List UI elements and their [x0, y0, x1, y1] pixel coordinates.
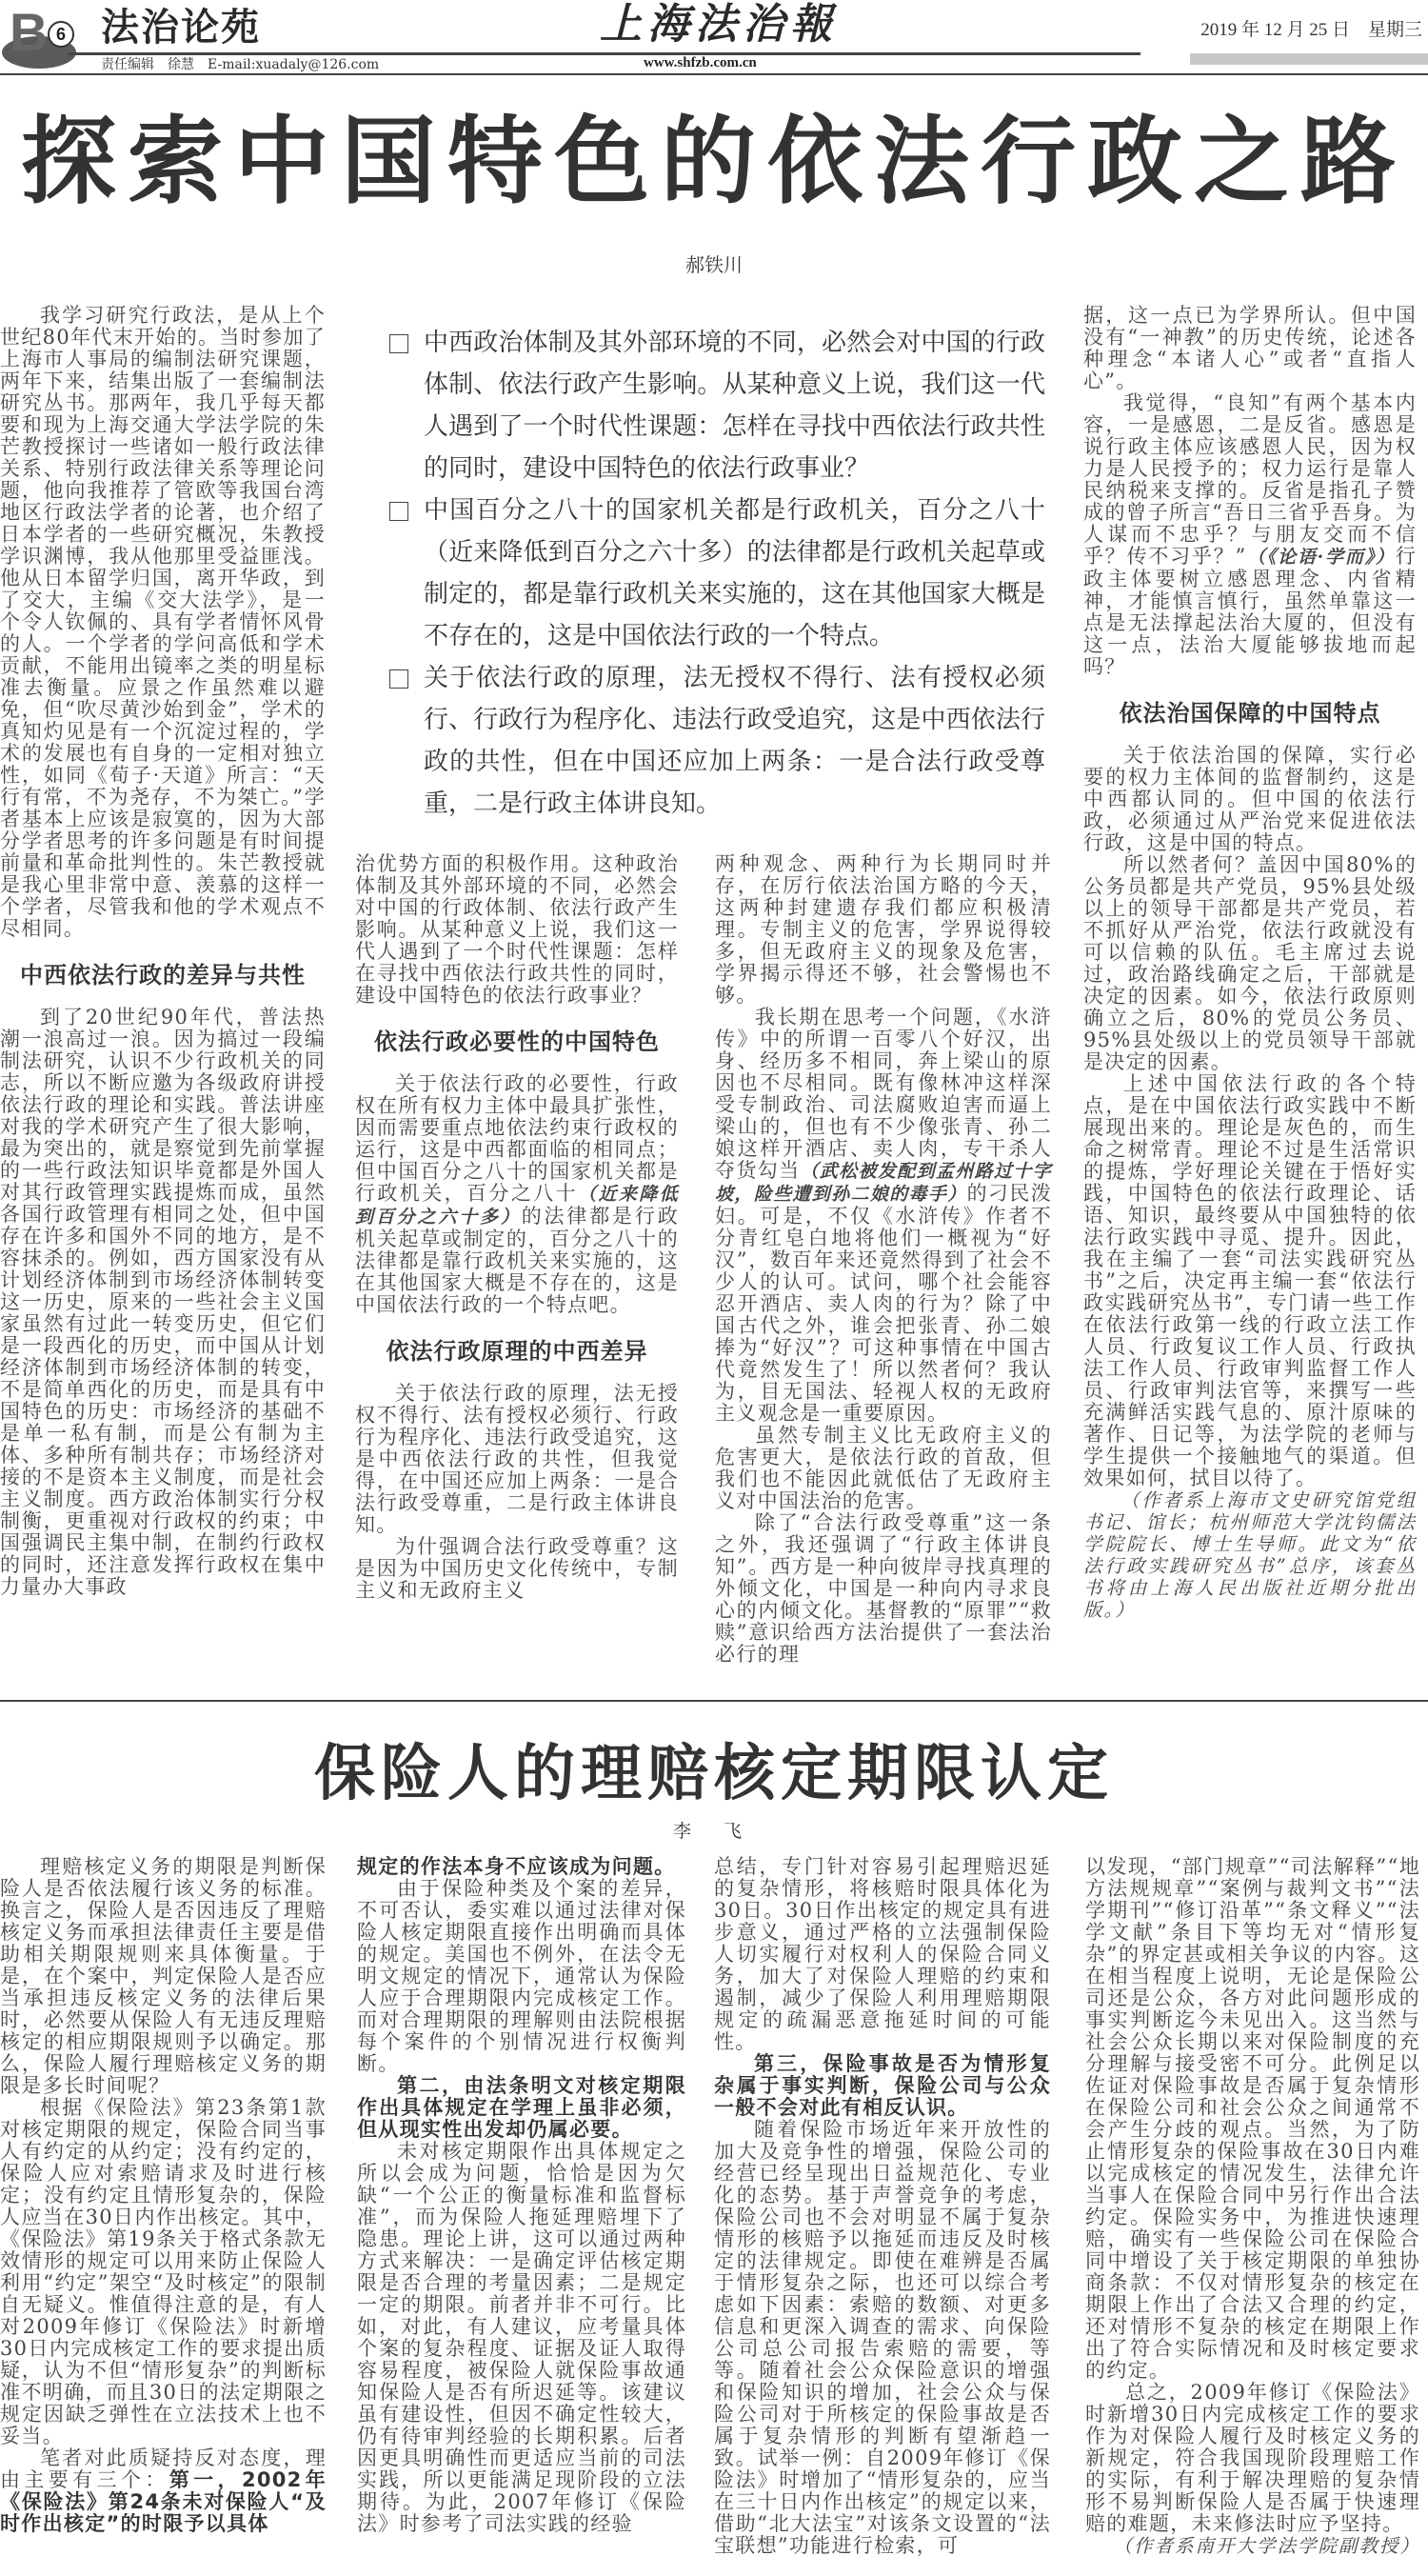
paragraph: 根据《保险法》第23条第1款对核定期限的规定，保险合同当事人有约定的从约定；没有约定的，保险人应对索赔请求及时进行核定；没有约定且情形复杂的，保险人应当在30日内作出核定。其中，《保险法》第19条关于格式条款无效情形的规定可以用来防止保险人利用“约定”架空“及时核定”的限制自无疑义。惟值得注意的是，有人对2009年修订《保险法》时新增30日内完成核定工作的要求提出质疑，认为不但“情形复杂”的判断标准不明确，而且30日的法定期限之规定因缺乏弹性在立法技术上也不妥当。: [0, 2096, 327, 2447]
paragraph: 未对核定期限作出具体规定之所以会成为问题，恰恰是因为欠缺“一个公正的衡量标准和监督标准”，而为保险人拖延理赔埋下了隐患。理论上讲，这可以通过两种方式来解决：一是确定评估核定期限是否合理的考量因素；二是规定一定的期限。前者并非不可行。比如，对此，有人建议，应考量具体个案的复杂程度、证据及证人取得容易程度，被保险人就保险事故通知保险人是否有所迟延等。该建议虽有建设性，但因不确定性较大，仍有待审判经验的长期积累。后者因更具明确性而更适应当前的司法实践，所以更能满足现阶段的立法期待。为此，2007年修订《保险法》时参考了司法实践的经验: [357, 2140, 686, 2535]
pull-quote-text: 中西政治体制及其外部环境的不同，必然会对中国的行政体制、依法行政产生影响。从某种意义上说，我们这一代人遇到了一个时代性课题：怎样在寻找中西依法行政共性的同时，建设中国特色的依法行政事业？: [424, 329, 1045, 483]
section-letter: B: [10, 2, 49, 62]
text-run: 关于依法行政的必要性，行政权在所有权力主体中最具扩张性，因而需要重点地依法约束行政权的运行，这是中西都面临的相同点；但中国百分之八十的国家机关都是行政机关，百分之八十: [355, 1072, 679, 1205]
author-note: （作者系上海市文史研究馆党组书记、馆长；杭州师范大学沈钧儒法学院院长、博士生导师。此文为“依法行政实践研究丛书”总序，该套丛书将由上海人民出版社近期分批出版。）: [1083, 1489, 1417, 1621]
section-heading: 中西依法行政的差异与共性: [20, 962, 306, 988]
paragraph: [715, 1007, 1052, 1425]
paragraph: 总结，专门针对容易引起理赔迟延的复杂情形，将核赔时限具体化为30日。30日作出核定的规定具有进步意义，通过严格的立法强制保险人切实履行对权利人的保险合同义务，加大了对保险人理赔的约束和遏制，减少了保险人利用理赔期限规定的疏漏恶意拖延时间的可能性。: [714, 1855, 1051, 2053]
paragraph: 第二，由法条明文对核定期限作出具体规定在学理上虽非必须，但从现实性出发却仍属必要。: [357, 2074, 686, 2141]
square-bullet-icon: [389, 502, 408, 521]
article-1-middle: [355, 305, 1052, 1666]
editor-info: 责任编辑 徐慧 E-mail:xuadaly@126.com: [101, 57, 380, 72]
article-1-column-1: [0, 305, 326, 1598]
paragraph: 由于保险种类及个案的差异，不可否认，委实难以通过法律对保险人核定期限直接作出明确而具体的规定。美国也不例外，在法令无明文规定的情况下，通常认为保险人应于合理期限内完成核定工作。而对合理期限的理解则由法院根据每个案件的个别情况进行权衡判断。: [357, 1877, 686, 2075]
paragraph: [1083, 392, 1417, 678]
paragraph: 关于依法治国的保障，实行必要的权力主体间的监督制约，这是中西都认同的。但中国的依法行政，必须通过从严治党来促进依法行政，这是中国的特点。: [1083, 744, 1417, 854]
newspaper-logo: 上海法治報: [600, 0, 838, 49]
article-1-body: [0, 305, 1428, 1666]
text-run: 的法律都是行政机关起草或制定的，百分之八十的法律都是靠行政机关来实施的，这在其他国家大概是不存在的，这是中国依法行政的一个特点吧。: [355, 1205, 679, 1316]
pull-quote-item: [384, 657, 1045, 825]
article-2-column-1: [0, 1856, 327, 2535]
article-2-title: 保险人的理赔核定期限认定: [314, 1739, 1114, 1809]
paragraph: 所以然者何？盖因中国80%的公务员都是共产党员，95%县处级以上的领导干部都是共产党员，若不抓好从严治党，依法行政就没有可以信赖的队伍。毛主席过去说过，政治路线确定之后，干部就是决定的因素。如今，依法行政原则确立之后，80%的党员公务员、95%县处级以上的党员领导干部就是决定的因素。: [1083, 853, 1417, 1073]
paragraph: 据，这一点已为学界所认。但中国没有“一神教”的历史传统，论述各种理念“本诸人心”或者“直指人心”。: [1083, 304, 1417, 392]
paragraph: 第三，保险事故是否为情形复杂属于事实判断，保险公司与公众一般不会对此有相反认识。: [714, 2052, 1051, 2119]
article-2-body: [0, 1856, 1428, 2576]
section-heading: 依法行政原理的中西差异: [386, 1338, 648, 1365]
section-heading: 依法治国保障的中国特点: [1119, 700, 1381, 727]
paragraph: 理赔核定义务的期限是判断保险人是否依法履行该义务的标准。换言之，保险人是否因违反了理赔核定义务而承担法律责任主要是借助相关期限规则来具体衡量。于是，在个案中，判定保险人是否应当承担违反核定义务的法律后果时，必然要从保险人有无违反理赔核定的相应期限规则予以确定。那么，保险人履行理赔核定义务的期限是多长时间呢？: [0, 1855, 327, 2097]
paragraph: 我学习研究行政法，是从上个世纪80年代末开始的。当时参加了上海市人事局的编制法研究课题，两年下来，结集出版了一套编制法研究丛书。那两年，我几乎每天都要和现为上海交通大学法学院的朱芒教授探讨一些诸如一般行政法律关系、特别行政法律关系等理论问题，他向我推荐了管欧等我国台湾地区行政法学者的论著，也介绍了日本学者的一些研究概况，朱教授学识渊博，我从他那里受益匪浅。他从日本留学归国，离开华政，到了交大，主编《交大法学》，是一个令人钦佩的、具有学者情怀风骨的人。一个学者的学问高低和学术贡献，不能用出镜率之类的明星标准去衡量。应景之作虽然难以避免，但“吹尽黄沙始到金”，学术的真知灼见是有一个沉淀过程的，学术的发展也有自身的一定相对独立性，如同《荀子·天道》所言：“天行有常，不为尧存，不为桀亡。”学者基本上应该是寂寞的，因为大部分学者思考的许多问题是有时间提前量和革命批判性的。朱芒教授就是我心里非常中意、羡慕的这样一个学者，尽管我和他的学术观点不尽相同。: [0, 304, 326, 940]
paragraph: 除了“合法行政受尊重”这一条之外，我还强调了“行政主体讲良知”。西方是一种向彼岸寻找真理的外倾文化，中国是一种向内寻求良心的内倾文化。基督教的“原罪”“救赎”意识给西方法治提供了一套法治必行的理: [715, 1511, 1052, 1666]
section-name: 法治论苑: [101, 6, 261, 50]
article-separator: [0, 1700, 1428, 1702]
article-2-column-2: [357, 1856, 686, 2535]
article-1-title: 探索中国特色的依法行政之路: [21, 106, 1407, 217]
paragraph: 上述中国依法行政的各个特点，是在中国依法行政实践中不断展现出来的。理论是灰色的，而生命之树常青。理论不过是生活常识的提炼，学好理论关键在于悟好实践，中国特色的依法行政理论、话语、知识，最终要从中国独特的依法行政实践中寻觅、提升。因此，我在主编了一套“司法实践研究丛书”之后，决定再主编一套“依法行政实践研究丛书”，专门请一些工作在依法行政第一线的行政立法工作人员、行政复议工作人员、行政执法工作人员、行政审判监督工作人员、行政审判法官等，来撰写一些充满鲜活实践气息的、原汁原味的著作、日记等，为法学院的老师与学生提供一个接触地气的渠道。但效果如何，拭目以待了。: [1083, 1072, 1417, 1489]
pull-quote-text: 关于依法行政的原理，法无授权不得行、法有授权必须行、行政行为程序化、违法行政受追究，这是中西依法行政的共性，但在中国还应加上两条：一是合法行政受尊重，二是行政主体讲良知。: [424, 664, 1045, 818]
bold-text: 第一，2002年《保险法》第24条未对保险人“及时作出核定”的时限予以具体: [0, 2468, 327, 2535]
article-1-column-3: [715, 853, 1052, 1666]
square-bullet-icon: [389, 669, 408, 689]
article-2-column-3: [714, 1856, 1051, 2557]
article-1-column-2: [355, 853, 679, 1602]
article-1-middle-columns: [355, 853, 1052, 1666]
paragraph: 总之，2009年修订《保险法》时新增30日内完成核定工作的要求作为对保险人履行及时核定义务的新规定，符合我国现阶段理赔工作的实际，有利于解决理赔的复杂情形不易判断保险人是否属于快速理赔的难题，未来修法时应予坚持。: [1085, 2381, 1420, 2535]
article-1-column-4: [1083, 305, 1417, 1621]
annotation-text: （《论语·学而》）: [1246, 547, 1396, 568]
pull-quote-item: [384, 489, 1045, 657]
annotation-text: （武松被发配到孟州路过十字坡，险些遭到孙二娘的毒手）: [715, 1161, 1053, 1205]
website-url[interactable]: www.shfzb.com.cn: [644, 55, 757, 70]
paragraph: 随着保险市场近年来开放性的加大及竞争性的增强，保险公司的经营已经呈现出日益规范化、专业化的态势。基于声誉竞争的考虑，保险公司也不会对明显不属于复杂情形的核赔予以拖延而违反及时核定的法律规定。即使在难辨是否属于情形复杂之际，也还可以综合考虑如下因素：索赔的数额、对更多信息和更深入调查的需求、向保险公司总公司报告索赔的需要，等等。随着社会公众保险意识的增强和保险知识的增加，社会公众与保险公司对于所核定的保险事故是否属于复杂情形的判断有望渐趋一致。试举一例：自2009年修订《保险法》时增加了“情形复杂的，应当在三十日内作出核定”的规定以来，借助“北大法宝”对该条文设置的“法宝联想”功能进行检索，可: [714, 2118, 1051, 2557]
paragraph: 关于依法行政的原理，法无授权不得行、法有授权必须行、行政行为程序化、违法行政受追究，这是中西依法行政的共性，但我觉得，在中国还应加上两条：一是合法行政受尊重，二是行政主体讲良知。: [355, 1382, 679, 1536]
paragraph: 两种观念、两种行为长期同时并存，在厉行依法治国方略的今天，这两种封建遗存我们都应积极清理。专制主义的危害，学界说得较多，但无政府主义的现象及危害，学界揭示得还不够，社会警惕也不够。: [715, 852, 1052, 1007]
paragraph: 以发现，“部门规章”“司法解释”“地方法规规章”“案例与裁判文书”“法学期刊”“修订沿革”“条文释义”“法学文献”条目下等均无对“情形复杂”的界定甚或相关争议的内容。这在相当程度上说明，无论是保险公司还是公众，各方对此问题形成的事实判断迄今未见出入。这当然与社会公众长期以来对保险制度的充分理解与接受密不可分。此例足以佐证对保险事故是否属于复杂情形在保险公司和社会公众之间通常不会产生分歧的观点。当然，为了防止情形复杂的保险事故在30日内难以完成核定的情况发生，法律允许当事人在保险合同中另行作出合法约定。保险实务中，为推进快速理赔，确实有一些保险公司在保险合同中增设了关于核定期限的单独协商条款：不仅对情形复杂的核定在期限上作出了合法又合理的约定，还对情形不复杂的核定在期限上作出了符合实际情况和及时核定要求的约定。: [1085, 1855, 1420, 2382]
paragraph: 治优势方面的积极作用。这种政治体制及其外部环境的不同，必然会对中国的行政体制、依法行政产生影响。从某种意义上说，我们这一代人遇到了一个时代性课题：怎样在寻找中西依法行政共性的同时，建设中国特色的依法行政事业？: [355, 852, 679, 1007]
section-heading: 依法行政必要性的中国特色: [374, 1028, 660, 1055]
paragraph: 为什强调合法行政受尊重？这是因为中国历史文化传统中，专制主义和无政府主义: [355, 1535, 679, 1602]
text-run: 我长期在思考一个问题，《水浒传》中的所谓一百零八个好汉，出身、经历多不相同，奔上梁山的原因也不尽相同。既有像林冲这样深受专制政治、司法腐败迫害而逼上梁山的，但也有不少像张青、孙二娘这样开酒店、卖人肉，专干杀人夺货勾当: [715, 1006, 1052, 1182]
pull-quote-box: [384, 322, 1045, 825]
pull-quote-item: [384, 322, 1045, 489]
section-number: 6: [48, 21, 74, 48]
article-2-column-4: [1085, 1856, 1420, 2557]
text-run: 我觉得，“良知”有两个基本内容，一是感恩，二是反省。感恩是说行政主体应该感恩人民，因为权力是人民授予的；权力运行是靠人民纳税来支撑的。反省是指孔子赞成的曾子所言“吾日三省乎吾身。为人谋而不忠乎？与朋友交而不信乎？传不习乎？”: [1083, 391, 1417, 568]
issue-date: 2019 年 12 月 25 日 星期三: [1200, 20, 1422, 40]
text-run: 的刁民泼妇。可是，不仅《水浒传》作者不分青红皂白地将他们一概视为“好汉”，数百年来还竟然得到了社会不少人的认可。试问，哪个社会能容忍开酒店、卖人肉的行为？除了中国古代之外，谁会把张青、孙二娘捧为“好汉”？可这种事情在中国古代竟然发生了！所以然者何？我认为，目无国法、轻视人权的无政府主义观念是一重要原因。: [715, 1182, 1052, 1425]
annotation-text: （近来降低到百分之六十多）: [355, 1184, 679, 1228]
paragraph: 虽然专制主义比无政府主义的危害更大，是依法行政的首敌，但我们也不能因此就低估了无政府主义对中国法治的危害。: [715, 1424, 1052, 1512]
paragraph: [355, 1073, 679, 1316]
article-2-author: 李 飞: [672, 1821, 756, 1842]
text-run: 行政主体要树立感恩理念、内省精神，才能慎言慎行，虽然单靠这一点是无法撑起法治大厦的，但没有这一点，法治大厦能够拔地而起吗？: [1083, 545, 1417, 678]
pull-quote-text: 中国百分之八十的国家机关都是行政机关，百分之八十（近来降低到百分之六十多）的法律都是行政机关起草或制定的，都是靠行政机关来实施的，这在其他国家大概是不存在的，这是中国依法行政的一个特点。: [424, 496, 1045, 650]
text-run: 笔者对此质疑持反对态度，理由主要有三个：: [0, 2446, 327, 2491]
paragraph: [0, 2447, 327, 2535]
square-bullet-icon: [389, 334, 408, 353]
author-note: （作者系南开大学法学院副教授）: [1113, 2535, 1420, 2557]
paragraph: 规定的作法本身不应该成为问题。: [357, 1855, 676, 1878]
article-1-author: 郝铁川: [685, 253, 743, 276]
paragraph: 到了20世纪90年代，普法热潮一浪高过一浪。因为搞过一段编制法研究，认识不少行政机关的同志，所以不断应邀为各级政府讲授依法行政的理论和实践。普法讲座对我的学术研究产生了很大影响，最为突出的，就是察觉到先前掌握的一些行政法知识毕竟都是外国人对其行政管理实践提炼而成，虽然各国行政管理有相同之处，但中国存在许多和国外不同的地方，是不容抹杀的。例如，西方国家没有从计划经济体制到市场经济体制转变这一历史，原来的一些社会主义国家虽然有过此一转变历史，但它们是一段西化的历史，而中国从计划经济体制到市场经济体制的转变，不是简单西化的历史，而是具有中国特色的历史：市场经济的基础不是单一私有制，而是公有制为主体、多种所有制共存；市场经济对接的不是资本主义制度，而是社会主义制度。西方政治体制实行分权制衡，更重视对行政权的约束；中国强调民主集中制，在制约行政权的同时，还注意发挥行政权在集中力量办大事政: [0, 1006, 326, 1598]
